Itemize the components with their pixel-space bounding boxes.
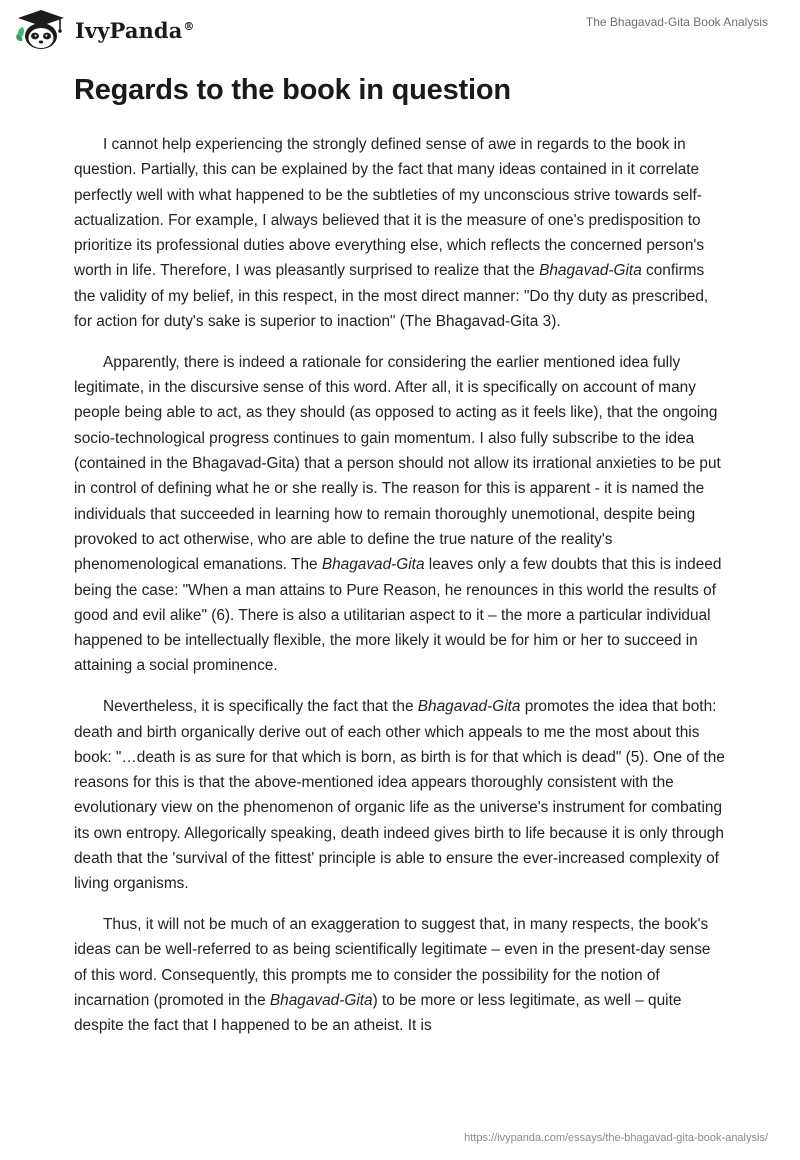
- book-title-italic: Bhagavad-Gita: [539, 262, 642, 280]
- book-title-italic: Bhagavad-Gita: [321, 556, 425, 574]
- paragraph-3: Nevertheless, it is specifically the fact that the Bhagavad-Gita promotes the idea that both: death and birth organically derive out of each other which appeals to me the most about this book: "…death is as sure for that which is born, as birth is for that which is dead" (5). One of the reasons for this is that the above-mentioned idea appears thoroughly consistent with the evolutionary view on the phenomenon of organic life as the universe's instrument for combating its own entropy. Allegorically speaking, death indeed gives birth to life because it is only through death that the 'survival of the fittest' principle is able to ensure the ever-increased complexity of living organisms.: [74, 698, 725, 893]
- ivypanda-logo[interactable]: [14, 8, 195, 52]
- source-url[interactable]: https://ivypanda.com/essays/the-bhagavad-gita-book-analysis/: [464, 1132, 768, 1144]
- section-heading: Regards to the book in question: [74, 74, 511, 106]
- document-title: The Bhagavad-Gita Book Analysis: [585, 15, 768, 29]
- page-header: [0, 0, 800, 62]
- article-body: [74, 132, 726, 1054]
- paragraph-4: Thus, it will not be much of an exaggeration to suggest that, in many respects, the book's ideas can be well-referred to as being scientifically legitimate – even in the present-day sense of this word. Consequently, this prompts me to consider the possibility for the notion of incarnation (promoted in the Bhagavad-Gita) to be more or less legitimate, as well – quite despite the fact that I happened to be an atheist. It is: [74, 916, 711, 1035]
- paragraph-1: I cannot help experiencing the strongly defined sense of awe in regards to the book in question. Partially, this can be explained by the fact that many ideas contained in it correlate perfectly well with what happened to be the subtleties of my unconscious strive towards self-actualization. For example, I always believed that it is the measure of one's predisposition to prioritize its professional duties above everything else, which reflects the concerned person's worth in life. Therefore, I was pleasantly surprised to realize that the Bhagavad-Gita confirms the validity of my belief, in this respect, in the most direct manner: "Do thy duty as prescribed, for action for duty's sake is superior to inaction" (The Bhagavad-Gita 3).: [74, 136, 709, 331]
- book-title-italic: Bhagavad-Gita: [269, 992, 373, 1009]
- panda-graduate-icon: [14, 8, 68, 52]
- book-title-italic: Bhagavad-Gita: [417, 698, 521, 716]
- logo-wordmark: IvyPanda®: [75, 17, 195, 43]
- paragraph-2: Apparently, there is indeed a rationale for considering the earlier mentioned idea fully legitimate, in the discursive sense of this word. After all, it is specifically on account of many people being able to act, as they should (as opposed to acting as it feels like), that the ongoing socio-technological progress continues to gain momentum. I also fully subscribe to the idea (contained in the Bhagavad-Gita) that a person should not allow its irrational anxieties to be put in control of defining what he or she really is. The reason for this is apparent - it is named the individuals that succeeded in learning how to remain thoroughly unemotional, despite being provoked to act otherwise, who are able to define the true nature of the reality's phenomenological emanations. The Bhagavad-Gita leaves only a few doubts that this is indeed being the case: "When a man attains to Pure Reason, he renounces in this world the results of good and evil alike" (6). There is also a utilitarian aspect to it – the more a particular individual happened to be intellectually flexible, the more likely it would be for him or her to succeed in attaining a social prominence.: [74, 353, 722, 675]
